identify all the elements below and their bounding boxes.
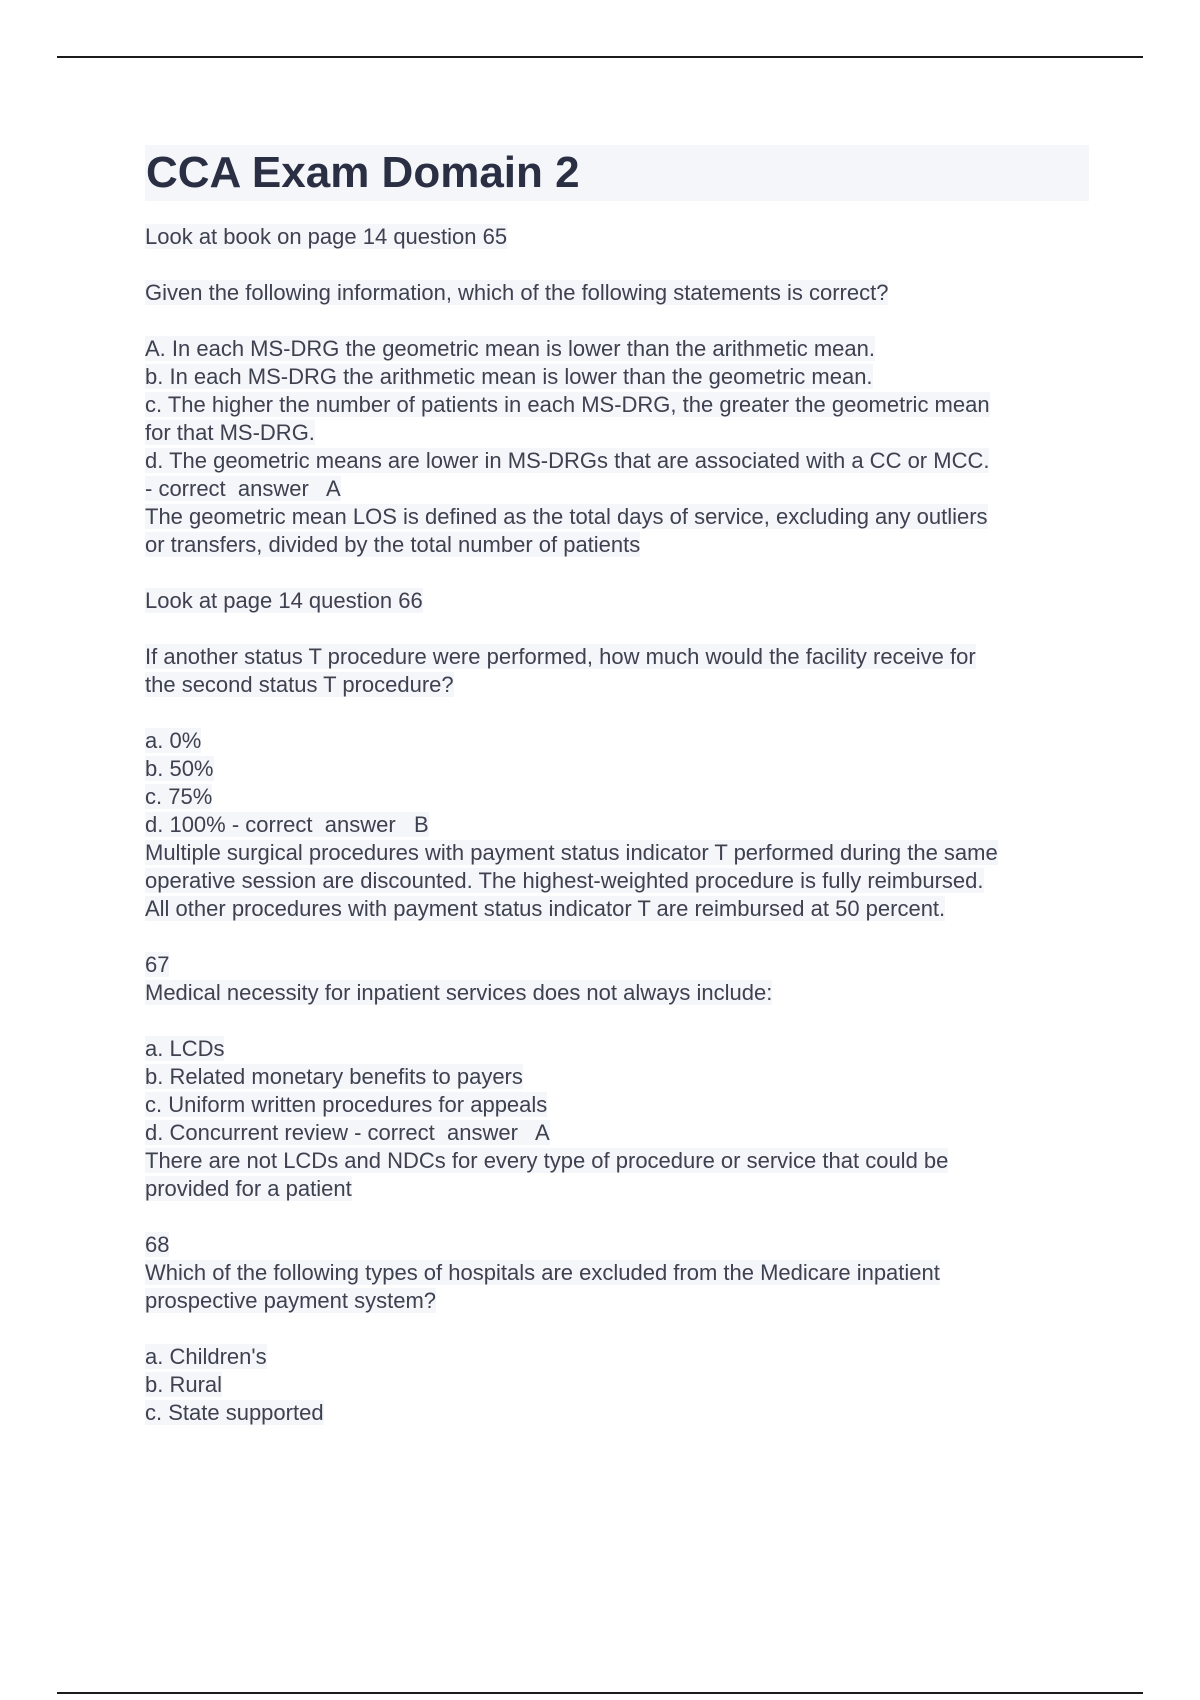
question-65-explanation: The geometric mean LOS is defined as the total days of service, excluding any outliers [145, 504, 988, 529]
question-66-explanation-end: All other procedures with payment status indicator T are reimbursed at 50 percent. [145, 896, 946, 921]
question-67-number: 67 [145, 952, 170, 977]
question-68-prompt-cont: prospective payment system? [145, 1288, 437, 1313]
question-67-prompt: Medical necessity for inpatient services does not always include: [145, 980, 773, 1005]
question-65-option-a: A. In each MS-DRG the geometric mean is lower than the arithmetic mean. [145, 336, 875, 361]
question-66-explanation-cont: operative session are discounted. The highest-weighted procedure is fully reimbursed. [145, 868, 984, 893]
question-67-explanation: There are not LCDs and NDCs for every type of procedure or service that could be [145, 1148, 949, 1173]
question-66-option-a: a. 0% [145, 728, 202, 753]
question-67-option-b: b. Related monetary benefits to payers [145, 1064, 523, 1089]
question-67-explanation-cont: provided for a patient [145, 1176, 352, 1201]
question-65-reference: Look at book on page 14 question 65 [145, 224, 508, 249]
question-67-option-d: d. Concurrent review - correct answer A [145, 1120, 550, 1145]
question-66-explanation: Multiple surgical procedures with payment status indicator T performed during the same [145, 840, 998, 865]
question-66-reference: Look at page 14 question 66 [145, 588, 423, 613]
question-66-prompt-cont: the second status T procedure? [145, 672, 454, 697]
question-65-option-d: d. The geometric means are lower in MS-DRGs that are associated with a CC or MCC. [145, 448, 990, 473]
document-title: CCA Exam Domain 2 [146, 148, 580, 197]
question-65-option-b: b. In each MS-DRG the arithmetic mean is lower than the geometric mean. [145, 364, 873, 389]
question-68-option-c: c. State supported [145, 1400, 324, 1425]
question-66-prompt: If another status T procedure were performed, how much would the facility receive for [145, 644, 976, 669]
question-65-prompt: Given the following information, which of the following statements is correct? [145, 280, 889, 305]
question-68-option-a: a. Children's [145, 1344, 267, 1369]
header-rule [57, 56, 1143, 58]
question-68-prompt: Which of the following types of hospitals are excluded from the Medicare inpatient [145, 1260, 940, 1285]
question-65-answer: - correct answer A [145, 476, 341, 501]
question-67-option-c: c. Uniform written procedures for appeals [145, 1092, 548, 1117]
question-65-option-c: c. The higher the number of patients in each MS-DRG, the greater the geometric mean [145, 392, 990, 417]
document-body [145, 145, 1089, 1427]
question-65-option-c-cont: for that MS-DRG. [145, 420, 315, 445]
question-66-option-d: d. 100% - correct answer B [145, 812, 429, 837]
question-68-option-b: b. Rural [145, 1372, 223, 1397]
footer-rule [57, 1692, 1143, 1694]
question-66-option-b: b. 50% [145, 756, 214, 781]
question-67-option-a: a. LCDs [145, 1036, 225, 1061]
question-68-number: 68 [145, 1232, 170, 1257]
title-band [145, 145, 1089, 201]
question-65-explanation-cont: or transfers, divided by the total number of patients [145, 532, 641, 557]
question-66-option-c: c. 75% [145, 784, 213, 809]
